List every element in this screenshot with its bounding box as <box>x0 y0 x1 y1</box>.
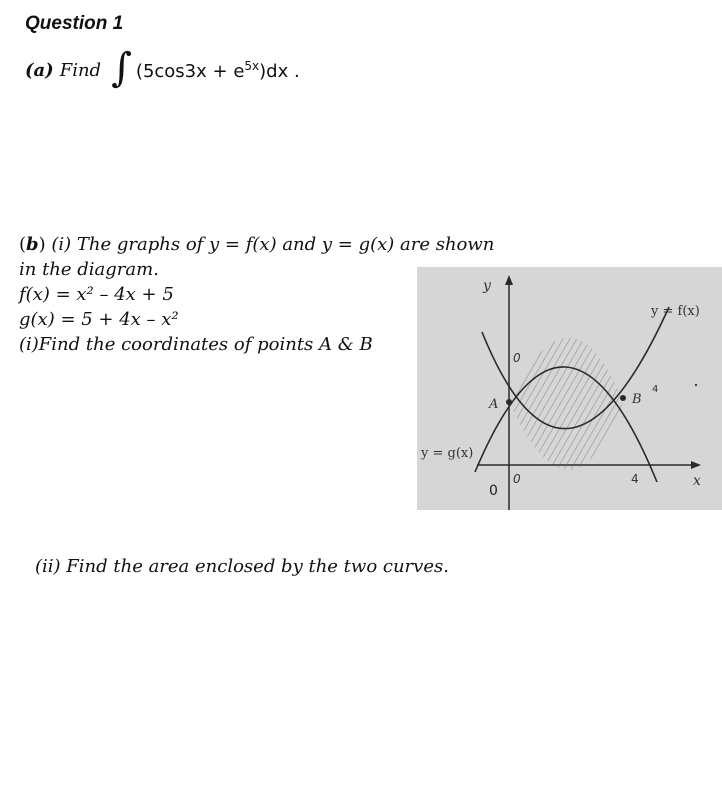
f-curve-label: y = f(x) <box>651 304 700 319</box>
x-axis-label: x <box>693 473 701 489</box>
point-a-marker <box>506 399 512 405</box>
task-ii: (ii) Find the area enclosed by the two curves. <box>35 556 449 577</box>
integrand: $(5\cos 3x + e^{5x})dx$ . <box>135 58 300 82</box>
part-a-label: (a) <box>25 59 54 81</box>
y-axis-label: y <box>483 278 491 294</box>
part-b-label: b <box>26 234 39 255</box>
point-b-marker <box>620 395 626 401</box>
handwritten-note-4: 4 <box>631 472 639 486</box>
handwritten-note-2: 0 <box>513 472 521 486</box>
g-definition: g(x) = 5 + 4x – x² <box>19 309 179 330</box>
f-definition: f(x) = x² – 4x + 5 <box>19 284 174 305</box>
stray-dot <box>695 384 697 386</box>
point-a-label: A <box>489 397 499 412</box>
part-a-text: Find <box>59 59 102 81</box>
handwritten-note-3: 4 <box>652 384 659 395</box>
part-b-line2: in the diagram. <box>19 259 159 280</box>
exponent: 5x <box>244 58 260 73</box>
part-a <box>25 45 300 91</box>
handwritten-note-1: 0 <box>513 351 521 365</box>
graph-svg <box>417 267 722 510</box>
part-b-line1: (b) (i) The graphs of y = f(x) and y = g(x) are shown <box>19 234 495 255</box>
task-i: (i)Find the coordinates of points A & B <box>19 334 373 355</box>
g-curve-label: y = g(x) <box>421 446 474 461</box>
integral-sign: ∫ <box>111 45 132 91</box>
question-title: Question 1 <box>25 13 124 34</box>
point-b-label: B <box>632 392 642 407</box>
graph-diagram <box>417 267 722 510</box>
origin-label: 0 <box>489 483 498 499</box>
